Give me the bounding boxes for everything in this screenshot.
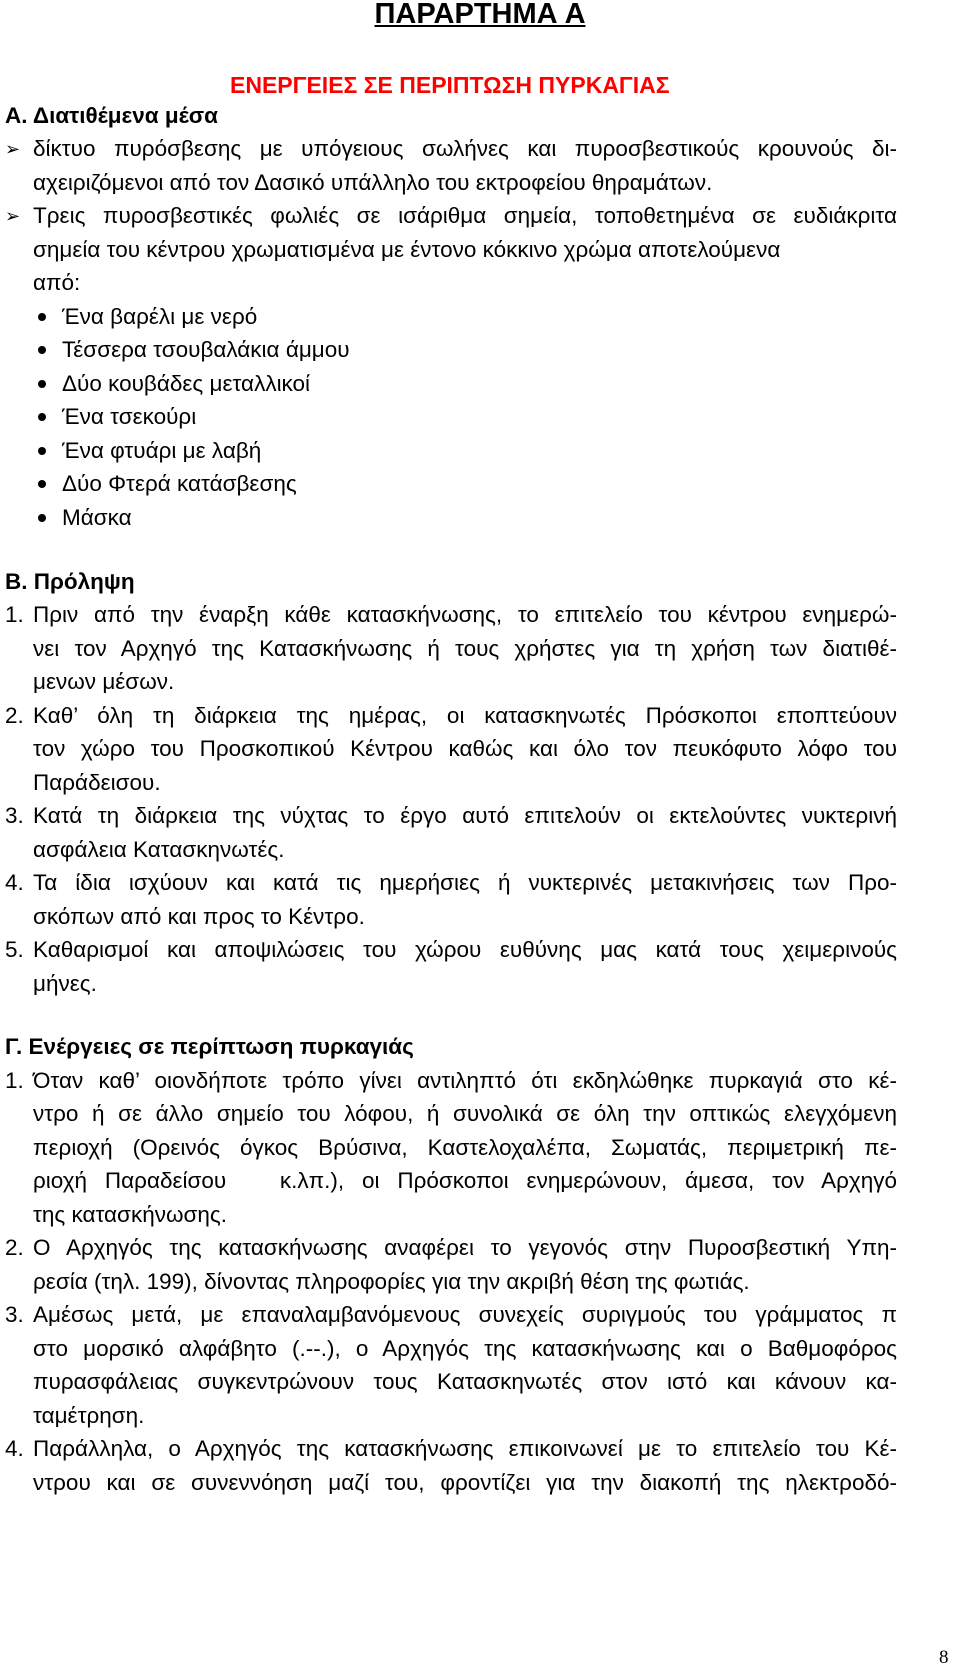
item-line: Παράλληλα, ο Αρχηγός της κατασκήνωσης επικοινωνεί με το επιτελείο του Κέ-	[33, 1436, 897, 1461]
item-line: Καθαρισμοί και αποψιλώσεις του χώρου ευθύνης μας κατά τους χειμερινούς	[33, 937, 897, 962]
item-line: Πριν από την έναρξη κάθε κατασκήνωσης, το επιτελείο του κέντρου ενημερώ-	[33, 602, 897, 627]
item-number: 2.	[5, 703, 24, 728]
bullet-dot-icon	[38, 480, 46, 488]
bullet-item: Τέσσερα τσουβαλάκια άμμου	[62, 337, 350, 362]
bullet-dot-icon	[38, 514, 46, 522]
item-line: στο μορσικό αλφάβητο (.--.), ο Αρχηγός της κατασκήνωσης και ο Βαθμοφόρος	[33, 1336, 897, 1361]
arrow-bullet-icon: ➢	[5, 206, 21, 226]
arrow-item-line: δίκτυο πυρόσβεσης με υπόγειους σωλήνες και πυροσβεστικούς κρουνούς δι-	[33, 136, 897, 161]
item-line: σκόπων από και προς το Κέντρο.	[33, 904, 365, 929]
item-line: Κατά τη διάρκεια της νύχτας το έργο αυτό επιτελούν οι εκτελούντες νυκτερινή	[33, 803, 897, 828]
item-line: τον χώρο του Προσκοπικού Κέντρου καθώς και όλο τον πευκόφυτο λόφο του	[33, 736, 897, 761]
item-line: ντρου και σε συνεννόηση μαζί του, φροντίζει για την διακοπή της ηλεκτροδό-	[33, 1470, 897, 1495]
section-b-heading: Β. Πρόληψη	[5, 569, 135, 594]
bullet-item: Ένα βαρέλι με νερό	[62, 304, 258, 329]
item-line: Παράδεισου.	[33, 770, 161, 795]
item-line: ντρο ή σε άλλο σημείο του λόφου, ή συνολικά σε όλη την οπτικώς ελεγχόμενη	[33, 1101, 897, 1126]
item-line: περιοχή (Ορεινός όγκος Βρύσινα, Καστελοχαλέπα, Σωματάς, περιμετρική πε-	[33, 1135, 897, 1160]
page-subtitle: ΕΝΕΡΓΕΙΕΣ ΣΕ ΠΕΡΙΠΤΩΣΗ ΠΥΡΚΑΓΙΑΣ	[230, 72, 670, 98]
item-number: 5.	[5, 937, 24, 962]
arrow-item-line: αχειριζόμενοι από τον Δασικό υπάλληλο του εκτροφείου θηραμάτων.	[33, 170, 713, 195]
arrow-item-line: σημεία του κέντρου χρωματισμένα με έντονο κόκκινο χρώμα αποτελούμενα	[33, 237, 781, 262]
bullet-item: Δύο κουβάδες μεταλλικοί	[62, 371, 311, 396]
section-c-heading: Γ. Ενέργειες σε περίπτωση πυρκαγιάς	[5, 1034, 414, 1059]
bullet-dot-icon	[38, 346, 46, 354]
arrow-item-line: από:	[33, 270, 81, 295]
arrow-item-line: Τρεις πυροσβεστικές φωλιές σε ισάριθμα σημεία, τοποθετημένα σε ευδιάκριτα	[33, 203, 897, 228]
item-line: μήνες.	[33, 971, 97, 996]
item-line: Ο Αρχηγός της κατασκήνωσης αναφέρει το γεγονός στην Πυροσβεστική Υπη-	[33, 1235, 897, 1260]
item-number: 3.	[5, 1302, 24, 1327]
bullet-dot-icon	[38, 313, 46, 321]
item-line: της κατασκήνωσης.	[33, 1202, 228, 1227]
item-number: 1.	[5, 1068, 24, 1093]
item-line: πυρασφάλειας συγκεντρώνουν τους Κατασκηνωτές στον ιστό και κάνουν κα-	[33, 1369, 897, 1394]
item-line: Καθ’ όλη τη διάρκεια της ημέρας, οι κατασκηνωτές Πρόσκοποι εποπτεύουν	[33, 703, 897, 728]
item-line: ασφάλεια Κατασκηνωτές.	[33, 837, 285, 862]
item-number: 4.	[5, 1436, 24, 1461]
bullet-item: Ένα φτυάρι με λαβή	[62, 438, 262, 463]
page-title: ΠΑΡΑΡΤΗΜΑ Α	[374, 0, 586, 30]
item-line: ρεσία (τηλ. 199), δίνοντας πληροφορίες για την ακριβή θέση της φωτιάς.	[33, 1269, 750, 1294]
bullet-item: Δύο Φτερά κατάσβεσης	[62, 471, 297, 496]
item-line: Αμέσως μετά, με επαναλαμβανόμενους συνεχείς συριγμούς του γράμματος π	[33, 1302, 897, 1327]
item-line: Τα ίδια ισχύουν και κατά τις ημερήσιες ή νυκτερινές μετακινήσεις των Προ-	[33, 870, 897, 895]
arrow-bullet-icon: ➢	[5, 139, 21, 159]
item-line: μενων μέσων.	[33, 669, 175, 694]
page-number: 8	[939, 1647, 949, 1668]
item-line: νει τον Αρχηγό της Κατασκήνωσης ή τους χρήστες για τη χρήση των διατιθέ-	[33, 636, 897, 661]
bullet-dot-icon	[38, 413, 46, 421]
bullet-dot-icon	[38, 447, 46, 455]
item-number: 3.	[5, 803, 24, 828]
item-line: ριοχή Παραδείσου κ.λπ.), οι Πρόσκοποι ενημερώνουν, άμεσα, τον Αρχηγό	[33, 1168, 897, 1193]
item-number: 2.	[5, 1235, 24, 1260]
item-number: 1.	[5, 602, 24, 627]
item-number: 4.	[5, 870, 24, 895]
item-line: ταμέτρηση.	[33, 1403, 145, 1428]
item-line: Όταν καθ’ οιονδήποτε τρόπο γίνει αντιληπτό ότι εκδηλώθηκε πυρκαγιά στο κέ-	[33, 1068, 897, 1093]
bullet-item: Ένα τσεκούρι	[62, 404, 197, 429]
bullet-item: Μάσκα	[62, 505, 132, 530]
bullet-dot-icon	[38, 380, 46, 388]
section-a-heading: Α. Διατιθέμενα μέσα	[5, 103, 218, 128]
